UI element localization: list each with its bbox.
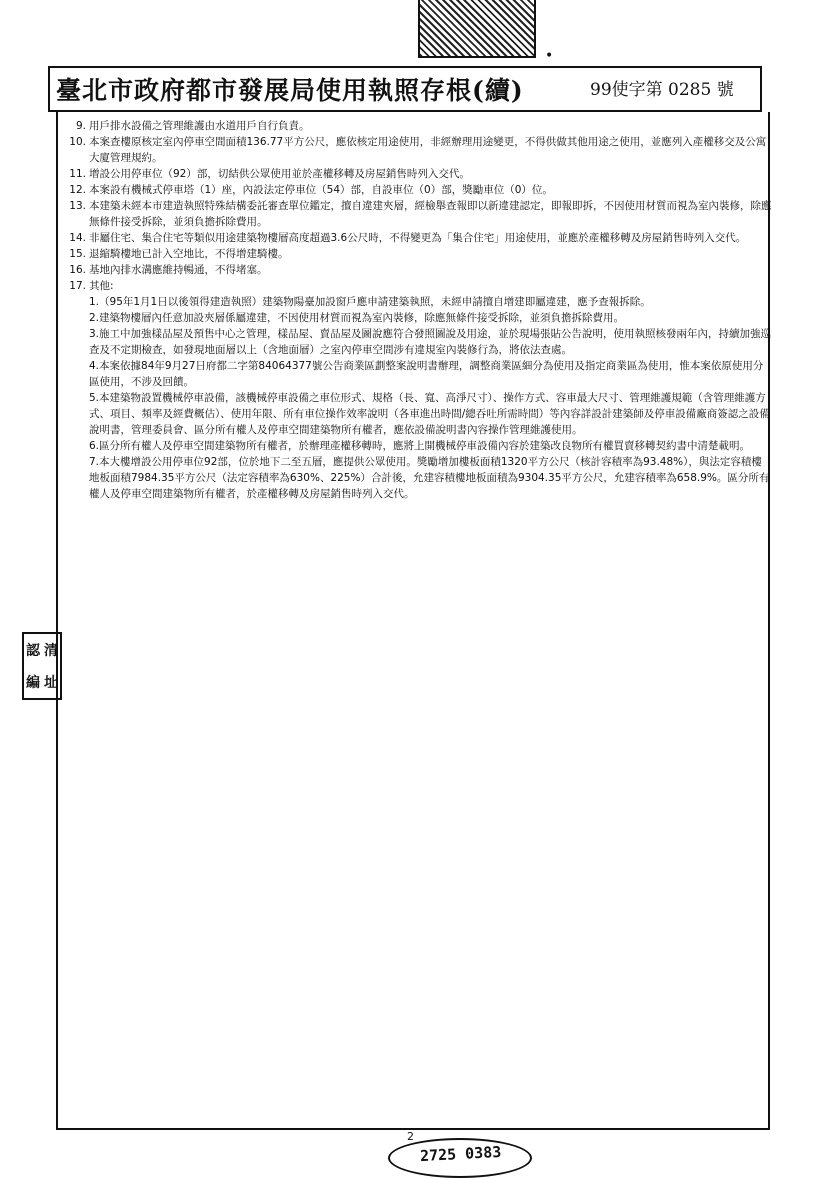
item-number: 11. (69, 168, 86, 180)
item-number: 14. (69, 232, 86, 244)
top-stamp (418, 0, 536, 58)
item-text: 其他: (89, 280, 114, 292)
item-number: 12. (69, 184, 86, 196)
item-number: 17. (69, 280, 86, 292)
stamp-dot: • (545, 48, 554, 64)
sub-item: 1.（95年1月1日以後領得建造執照）建築物陽臺加設窗戶應申請建築執照，未經申請擅自增建即屬違建，應予查報拆除。 (89, 296, 651, 308)
stamp-char: 編 (26, 675, 40, 691)
list-item (64, 230, 772, 246)
list-item (64, 262, 772, 278)
stamp-char: 清 (44, 643, 58, 659)
sub-item: 5.本建築物設置機械停車設備，該機械停車設備之車位形式、規格（長、寬、高淨尺寸）、操作方式、容車最大尺寸、管理維護規範（含管理維護方式、項目、頻率及經費概估）、使用年限、所有車位操作效率說明（各車進出時間/總吞吐所需時間）等內容詳設計建築師及停車設備廠商簽認之設備說明書，管理委員會、區分所有權人及停車空間建築物所有權者，應依設備說明書內容操作管理維護使用。 (89, 392, 770, 436)
item-text: 增設公用停車位（92）部，切結供公眾使用並於產權移轉及房屋銷售時列入交代。 (89, 168, 470, 180)
sub-item: 2.建築物樓層內任意加設夾層係屬違建，不因使用材質而視為室內裝修，除應無條件接受拆除，並須負擔拆除費用。 (89, 312, 625, 324)
side-stamp (22, 632, 62, 700)
seal-number: 2725 0383 (419, 1142, 502, 1166)
sub-item: 3.施工中加強樣品屋及預售中心之管理，樣品屋、賣品屋及圖說應符合發照圖說及用途，並於現場張貼公告說明，使用執照核發兩年內，持續加強巡查及不定期檢查，如發現地面層以上（含地面層）之室內停車空間涉有違規室內裝修行為，將依法查處。 (89, 328, 772, 356)
stamp-char: 址 (44, 675, 58, 691)
sub-list-container (64, 294, 772, 502)
document-title: 臺北市政府都市發展局使用執照存根(續) (56, 76, 524, 105)
item-number: 13. (69, 200, 86, 212)
item-text: 非屬住宅、集合住宅等類似用途建築物樓層高度超過3.6公尺時，不得變更為「集合住宅」用途使用，並應於產權移轉及房屋銷售時列入交代。 (89, 232, 747, 244)
item-text: 用戶排水設備之管理維護由水道用戶自行負責。 (89, 120, 310, 132)
list-item (64, 198, 772, 230)
list-item (64, 134, 772, 166)
list-item (64, 246, 772, 262)
item-number: 15. (69, 248, 86, 260)
notes-list (64, 118, 772, 502)
sub-item: 4.本案依據84年9月27日府都二字第84064377號公告商業區劃整案說明書辦理，調整商業區細分為使用及指定商業區為使用，惟本案依原使用分區使用，不涉及回饋。 (89, 360, 764, 388)
stamp-char: 認 (26, 643, 40, 659)
page-number: 2 (407, 1130, 414, 1143)
item-text: 本建築未經本市建造執照特殊結構委託審查單位鑑定，擅自違建夾層，經檢舉查報即以新違建認定，即報即拆，不因使用材質而視為室內裝修，除應無條件接受拆除，並須負擔拆除費用。 (89, 200, 772, 228)
item-text: 退縮騎樓地已計入空地比，不得增建騎樓。 (89, 248, 289, 260)
sub-item: 6.區分所有權人及停車空間建築物所有權者，於辦理產權移轉時，應將上開機械停車設備內容於建築改良物所有權買賣移轉契約書中清楚載明。 (89, 440, 751, 452)
item-number: 16. (69, 264, 86, 276)
list-item (64, 118, 772, 134)
list-item (64, 166, 772, 182)
item-number: 9. (75, 120, 86, 132)
item-text: 本案設有機械式停車塔（1）座，內設法定停車位（54）部，自設車位（0）部，獎勵車位（0）位。 (89, 184, 553, 196)
list-item (64, 278, 772, 294)
sub-notes-list (64, 294, 772, 502)
item-text: 基地內排水溝應維持暢通，不得堵塞。 (89, 264, 268, 276)
permit-number: 99使字第 0285 號 (590, 80, 734, 100)
item-text: 本案查樓原核定室內停車空間面積136.77平方公尺，應依核定用途使用，非經辦理用途變更，不得供做其他用途之使用，並應列入產權移交及公寓大廈管理規約。 (89, 136, 767, 164)
item-number: 10. (69, 136, 86, 148)
sub-item: 7.本大樓增設公用停車位92部，位於地下二至五層，應提供公眾使用。獎勵增加樓板面積1320平方公尺（核計容積率為93.48%），與法定容積樓地板面積7984.35平方公尺（法定容積率為630%、225%）合計後，允建容積樓地板面積為9304.35平方公尺，允建容積率為658.9%。區分所有權人及停車空間建築物所有權者，於產權移轉及房屋銷售時列入交代。 (89, 456, 770, 500)
list-item (64, 182, 772, 198)
